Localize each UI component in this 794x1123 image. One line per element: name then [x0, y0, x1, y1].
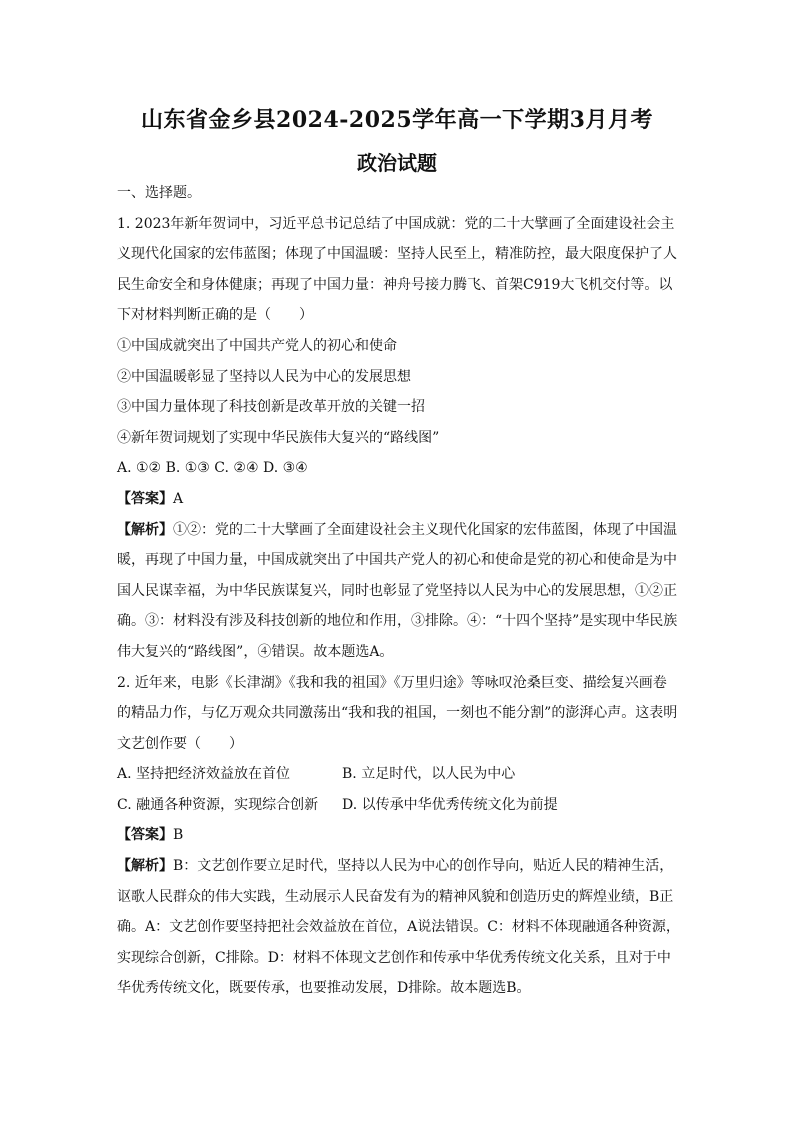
q1-answer-label: 【答案】 [117, 490, 173, 507]
q2-option-c: C. 融通各种资源，实现综合创新 [117, 796, 319, 813]
q2-stem-line: 2. 近年来，电影《长津湖》《我和我的祖国》《万里归途》等咏叹沧桑巨变、描绘复兴画卷 [117, 674, 667, 691]
q2-analysis-line [117, 851, 679, 882]
document-subtitle: 政治试题 [357, 151, 437, 175]
q2-options-row [117, 759, 679, 790]
q1-answer-value: A [173, 490, 184, 507]
q2-analysis-label: 【解析】 [117, 858, 173, 875]
q2-analysis-text: B：文艺创作要立足时代，坚持以人民为中心的创作导向，贴近人民的精神生活， [173, 858, 674, 875]
q2-stem-line: 的精品力作，与亿万观众共同激荡出“我和我的祖国，一刻也不能分割”的澎湃心声。这表明 [117, 705, 678, 722]
document-body [117, 178, 679, 1004]
q1-options: A. ①② B. ①③ C. ②④ D. ③④ [117, 460, 308, 477]
q2-analysis-line: 华优秀传统文化，既要传承，也要推动发展，D排除。故本题选B。 [117, 980, 531, 997]
q1-statement: ②中国温暖彰显了坚持以人民为中心的发展思想 [117, 368, 411, 385]
q2-analysis-line: 实现综合创新，C排除。D：材料不体现文艺创作和传承中华优秀传统文化关系，且对于中 [117, 949, 671, 966]
q2-answer-label: 【答案】 [117, 827, 173, 844]
document-title: 山东省金乡县2024-2025学年高一下学期3月月考 [141, 107, 653, 133]
q1-statement: ①中国成就突出了中国共产党人的初心和使命 [117, 337, 397, 354]
q2-options-row [117, 790, 679, 821]
q1-analysis-line: 伟大复兴的“路线图”，④错误。故本题选A。 [117, 643, 394, 660]
q1-analysis-line: 国人民谋幸福，为中华民族谋复兴，同时也彰显了党坚持以人民为中心的发展思想，①②正 [117, 582, 677, 599]
q1-analysis-line: 暖，再现了中国力量，中国成就突出了中国共产党人的初心和使命是党的初心和使命是为中 [117, 552, 677, 569]
q1-stem-line: 1. 2023年新年贺词中，习近平总书记总结了中国成就：党的二十大擘画了全面建设社会主 [117, 215, 675, 232]
q1-stem-line: 下对材料判断正确的是（ ） [117, 307, 313, 324]
q2-answer-value: B [173, 827, 184, 844]
q1-analysis-text: ①②：党的二十大擘画了全面建设社会主义现代化国家的宏伟蓝图，体现了中国温 [173, 521, 677, 538]
q2-answer [117, 820, 679, 851]
q2-option-b: B. 立足时代，以人民为中心 [342, 766, 516, 783]
q2-analysis-line: 确。A：文艺创作要坚持把社会效益放在首位，A说法错误。C：材料不体现融通各种资源， [117, 919, 680, 936]
q1-stem-line: 民生命安全和身体健康；再现了中国力量：神舟号接力腾飞、首架C919大飞机交付等。以 [117, 276, 673, 293]
q1-analysis-line: 确。③：材料没有涉及科技创新的地位和作用，③排除。④：“十四个坚持”是实现中华民族 [117, 613, 678, 630]
q1-statement: ③中国力量体现了科技创新是改革开放的关键一招 [117, 399, 425, 416]
q1-stem-line: 义现代化国家的宏伟蓝图；体现了中国温暖：坚持人民至上，精准防控，最大限度保护了人 [117, 246, 677, 263]
q1-analysis-line [117, 515, 679, 546]
q2-option-d: D. 以传承中华优秀传统文化为前提 [342, 796, 558, 813]
q2-option-a: A. 坚持把经济效益放在首位 [117, 766, 291, 783]
q1-analysis-label: 【解析】 [117, 521, 173, 538]
section-heading: 一、选择题。 [117, 185, 201, 201]
q1-answer [117, 484, 679, 515]
q2-analysis-line: 讴歌人民群众的伟大实践，生动展示人民奋发有为的精神风貌和创造历史的辉煌业绩，B正 [117, 888, 674, 905]
q1-statement: ④新年贺词规划了实现中华民族伟大复兴的“路线图” [117, 429, 440, 446]
q2-stem-line: 文艺创作要（ ） [117, 735, 243, 752]
